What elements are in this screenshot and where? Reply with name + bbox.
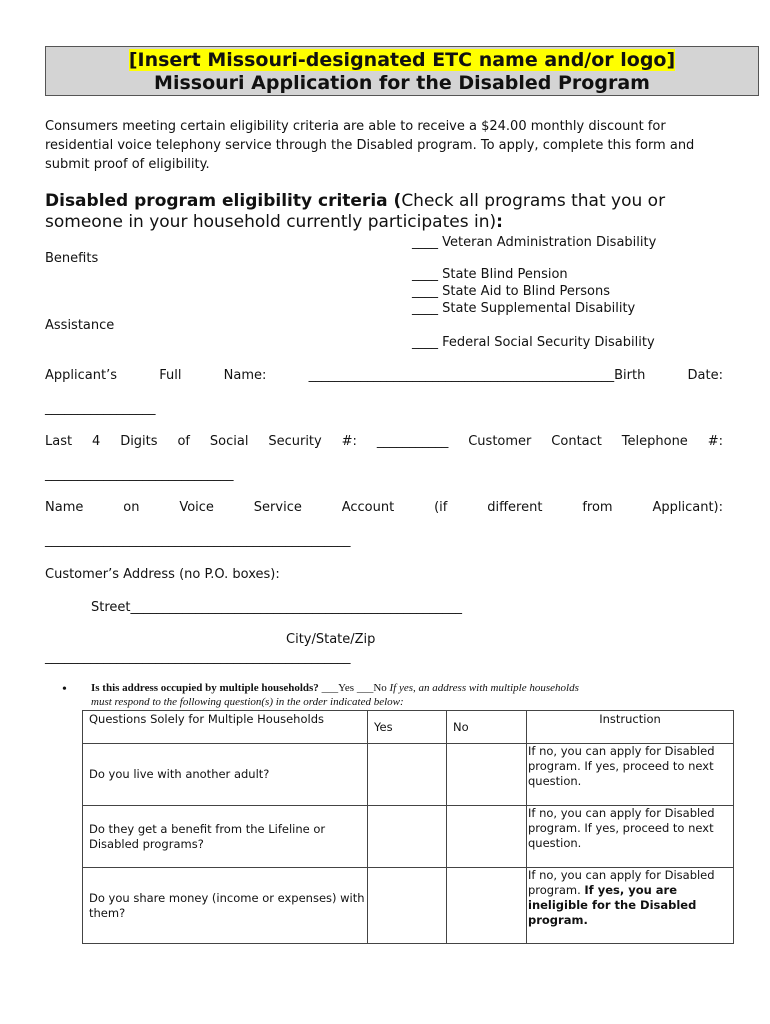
header-questions: Questions Solely for Multiple Households: [83, 711, 368, 744]
criteria-item-supplemental-cont: Assistance: [45, 318, 115, 333]
applicant-name-blank: _______________________________________________Birth: [308, 368, 646, 383]
city-state-zip-label: City/State/Zip: [286, 632, 376, 647]
city-state-zip-blank[interactable]: _______________________________________________: [45, 650, 351, 665]
criteria-item-federal-ssd[interactable]: ____ Federal Social Security Disability: [412, 335, 655, 350]
question-cell: Do you live with another adult?: [83, 744, 368, 806]
no-cell[interactable]: [447, 744, 527, 806]
checkbox-blank: ____: [412, 335, 438, 350]
checkbox-blank: ____: [412, 235, 438, 250]
intro-paragraph: Consumers meeting certain eligibility criteria are able to receive a $24.00 monthly discount for residential voice telephony service through the Disabled program. To apply, complete this form and submit proof of eligibility.: [45, 119, 695, 172]
criteria-item-veteran-cont: Benefits: [45, 251, 99, 266]
question-cell: Do you share money (income or expenses) with them?: [83, 868, 368, 944]
form-title: Missouri Application for the Disabled Program: [154, 72, 650, 94]
header-no: No: [447, 711, 527, 744]
criteria-item-supplemental[interactable]: ____ State Supplemental Disability: [412, 301, 636, 316]
criteria-heading-text: Check all programs that you or someone in your household currently participates in): [45, 191, 666, 232]
applicant-name-field[interactable]: Applicant’s Full Name: _______________________________________________Birth Date:: [45, 368, 723, 383]
table-row: [83, 744, 734, 806]
ssn-blank: ___________: [376, 434, 449, 449]
multiple-households-question[interactable]: Is this address occupied by multiple households? ___Yes ___No If yes, an address with multiple households: [91, 682, 579, 694]
telephone-blank[interactable]: _____________________________: [45, 467, 234, 482]
table-row: [83, 806, 734, 868]
ssn-telephone-field[interactable]: Last 4 Digits of Social Security #: ___________ Customer Contact Telephone #:: [45, 434, 723, 449]
form-header: [45, 46, 759, 96]
yes-cell[interactable]: [368, 868, 447, 944]
table-header-row: [83, 711, 734, 744]
yes-no-blanks: ___Yes ___No: [318, 682, 390, 694]
no-cell[interactable]: [447, 868, 527, 944]
instruction-cell: If no, you can apply for Disabled program. If yes, proceed to next question.: [527, 806, 734, 868]
checkbox-blank: ____: [412, 267, 438, 282]
instruction-cell: If no, you can apply for Disabled program. If yes, you are ineligible for the Disabled program.: [527, 868, 734, 944]
yes-cell[interactable]: [368, 744, 447, 806]
criteria-item-blind-pension[interactable]: ____ State Blind Pension: [412, 267, 568, 282]
criteria-heading: [45, 191, 745, 233]
birth-date-blank[interactable]: _________________: [45, 401, 156, 416]
criteria-item-aid-blind[interactable]: ____ State Aid to Blind Persons: [412, 284, 610, 299]
header-instruction: Instruction: [527, 711, 734, 744]
criteria-item-veteran[interactable]: ____ Veteran Administration Disability: [412, 235, 657, 250]
table-row: [83, 868, 734, 944]
instruction-cell: If no, you can apply for Disabled program. If yes, proceed to next question.: [527, 744, 734, 806]
etc-name-placeholder: [Insert Missouri-designated ETC name and/or logo]: [128, 49, 676, 71]
address-label: Customer’s Address (no P.O. boxes):: [45, 567, 280, 582]
multiple-households-note: must respond to the following question(s) in the order indicated below:: [91, 696, 404, 708]
street-field[interactable]: Street___________________________________________________: [91, 600, 463, 615]
account-name-blank[interactable]: _______________________________________________: [45, 533, 351, 548]
question-cell: Do they get a benefit from the Lifeline or Disabled programs?: [83, 806, 368, 868]
yes-cell[interactable]: [368, 806, 447, 868]
criteria-heading-colon: :: [496, 212, 503, 232]
bullet-icon: •: [62, 682, 67, 697]
header-yes: Yes: [368, 711, 447, 744]
households-table: [82, 710, 734, 944]
account-name-field[interactable]: Name on Voice Service Account (if different from Applicant):: [45, 500, 723, 515]
criteria-heading-bold: Disabled program eligibility criteria (: [45, 191, 402, 211]
checkbox-blank: ____: [412, 301, 438, 316]
checkbox-blank: ____: [412, 284, 438, 299]
no-cell[interactable]: [447, 806, 527, 868]
